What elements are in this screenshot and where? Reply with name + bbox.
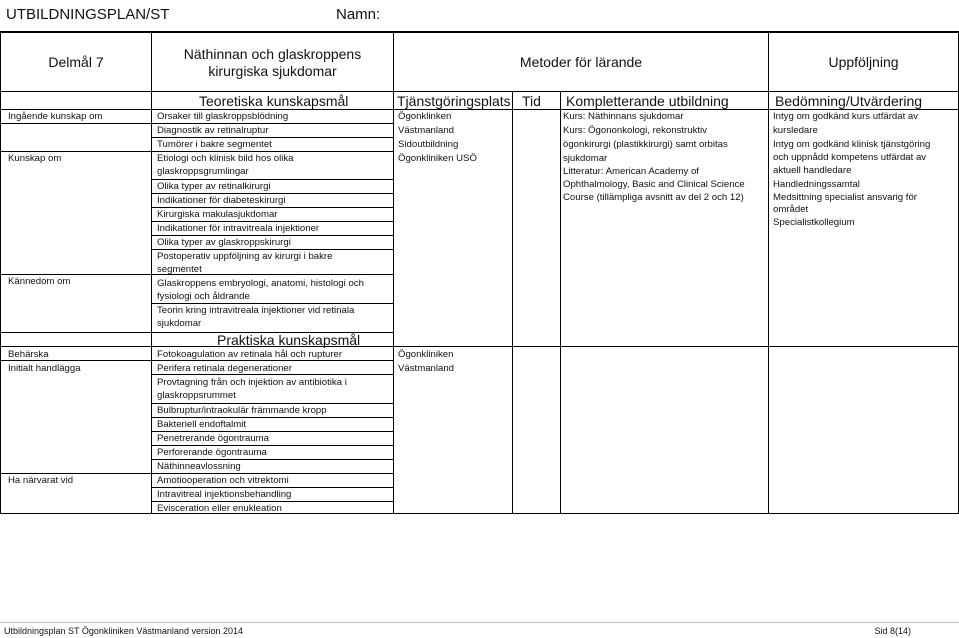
subhead-tjanstgoringsplats: Tjänstgöringsplats: [397, 93, 511, 109]
course-line: ögonkirurgi (plastikkirurgi) samt orbitas: [563, 139, 728, 150]
assessment-line: Medsittning specialist ansvarig för: [773, 192, 917, 203]
theory-item: Indikationer för intravitreala injektioner: [157, 223, 320, 234]
theory-item-cont: glaskroppsgrumlingar: [157, 166, 249, 177]
course-line: Kurs: Ögononkologi, rekonstruktiv: [563, 125, 707, 136]
theory-item: Olika typer av glaskroppskirurgi: [157, 237, 291, 248]
footer-page-number: Sid 8(14): [874, 626, 911, 636]
literature-line: Course (tillämpliga avsnitt av del 2 och 12): [563, 192, 744, 203]
assessment-line: Specialistkollegium: [773, 217, 855, 228]
theory-item: Indikationer för diabeteskirurgi: [157, 195, 286, 206]
place-line: Ögonkliniken: [398, 349, 454, 360]
col-metoder: Metoder för lärande: [519, 54, 643, 70]
document-title: UTBILDNINGSPLAN/ST: [6, 6, 170, 23]
assessment-line: aktuell handledare: [773, 165, 852, 176]
place-line: Sidoutbildning: [398, 139, 459, 150]
assessment-line: och uppnådd kompetens utfärdat av: [773, 152, 927, 163]
topic-line-1: Näthinnan och glaskroppens: [183, 45, 362, 62]
topic-line-2: kirurgiska sjukdomar: [208, 62, 337, 79]
practical-item: Penetrerande ögontrauma: [157, 433, 270, 444]
theory-item: Tumörer i bakre segmentet: [157, 139, 272, 150]
assessment-line: området: [773, 204, 809, 215]
practical-item: Evisceration eller enukleation: [157, 503, 282, 514]
practical-item: Amotiooperation och vitrektomi: [157, 475, 289, 486]
level-beharska: Behärska: [8, 349, 49, 360]
subhead-kompletterande: Kompletterande utbildning: [566, 93, 729, 109]
level-kunskap: Kunskap om: [8, 153, 62, 164]
theory-item: Olika typer av retinalkirurgi: [157, 181, 271, 192]
subhead-tid: Tid: [522, 93, 541, 109]
theory-item-cont: fysiologi och åldrande: [157, 291, 250, 302]
footer-divider: [0, 622, 959, 623]
col-uppfoljning: Uppföljning: [828, 54, 899, 70]
place-line: Västmanland: [398, 363, 454, 374]
practical-item: Provtagning från och injektion av antibiotika i: [157, 377, 347, 388]
footer-document-info: Utbildningsplan ST Ögonkliniken Västmanland version 2014: [4, 626, 243, 636]
subhead-teoretiska: Teoretiska kunskapsmål: [199, 93, 349, 109]
assessment-line: Handledningssamtal: [773, 179, 860, 190]
theory-item: Kirurgiska makulasjukdomar: [157, 209, 278, 220]
level-ingaende: Ingående kunskap om: [8, 111, 103, 122]
theory-item: Teorin kring intravitreala injektioner vid retinala: [157, 305, 355, 316]
place-line: Ögonklinken: [398, 111, 452, 122]
literature-line: Litteratur: American Academy of: [563, 166, 699, 177]
theory-item: Etiologi och klinisk bild hos olika: [157, 153, 294, 164]
assessment-line: Intyg om godkänd klinisk tjänstgöring: [773, 139, 931, 150]
practical-item: Näthinneavlossning: [157, 461, 241, 472]
assessment-line: kursledare: [773, 125, 818, 136]
practical-item: Bulbruptur/intraokulär främmande kropp: [157, 405, 327, 416]
practical-item-cont: glaskroppsrummet: [157, 390, 236, 401]
practical-item: Perforerande ögontrauma: [157, 447, 267, 458]
name-label: Namn:: [336, 6, 381, 23]
practical-item: Bakteriell endoftalmit: [157, 419, 247, 430]
level-initialt: Initialt handlägga: [8, 363, 81, 374]
practical-item: Perifera retinala degenerationer: [157, 363, 292, 374]
theory-item-cont: sjukdomar: [157, 318, 202, 329]
assessment-line: Intyg om godkänd kurs utfärdat av: [773, 111, 919, 122]
course-line: sjukdomar: [563, 153, 608, 164]
theory-item-cont: segmentet: [157, 264, 202, 275]
course-line: Kurs: Näthinnans sjukdomar: [563, 111, 684, 122]
theory-item: Postoperativ uppföljning av kirurgi i bakre: [157, 251, 333, 262]
theory-item: Diagnostik av retinalruptur: [157, 125, 269, 136]
theory-item: Orsaker till glaskroppsblödning: [157, 111, 289, 122]
theory-item: Glaskroppens embryologi, anatomi, histologi och: [157, 278, 364, 289]
practical-item: Intravitreal injektionsbehandling: [157, 489, 292, 500]
literature-line: Ophthalmology, Basic and Clinical Science: [563, 179, 745, 190]
level-kannedom: Kännedom om: [8, 276, 71, 287]
col-delmal: Delmål 7: [48, 54, 104, 70]
place-line: Västmanland: [398, 125, 454, 136]
place-line: Ögonkliniken USÖ: [398, 153, 477, 164]
col-topic: [152, 33, 393, 92]
practical-item: Fotokoagulation av retinala hål och rupturer: [157, 349, 343, 360]
subhead-praktiska: Praktiska kunskapsmål: [217, 332, 361, 348]
subhead-bedomning: Bedömning/Utvärdering: [775, 93, 923, 109]
level-narvarat: Ha närvarat vid: [8, 475, 74, 486]
